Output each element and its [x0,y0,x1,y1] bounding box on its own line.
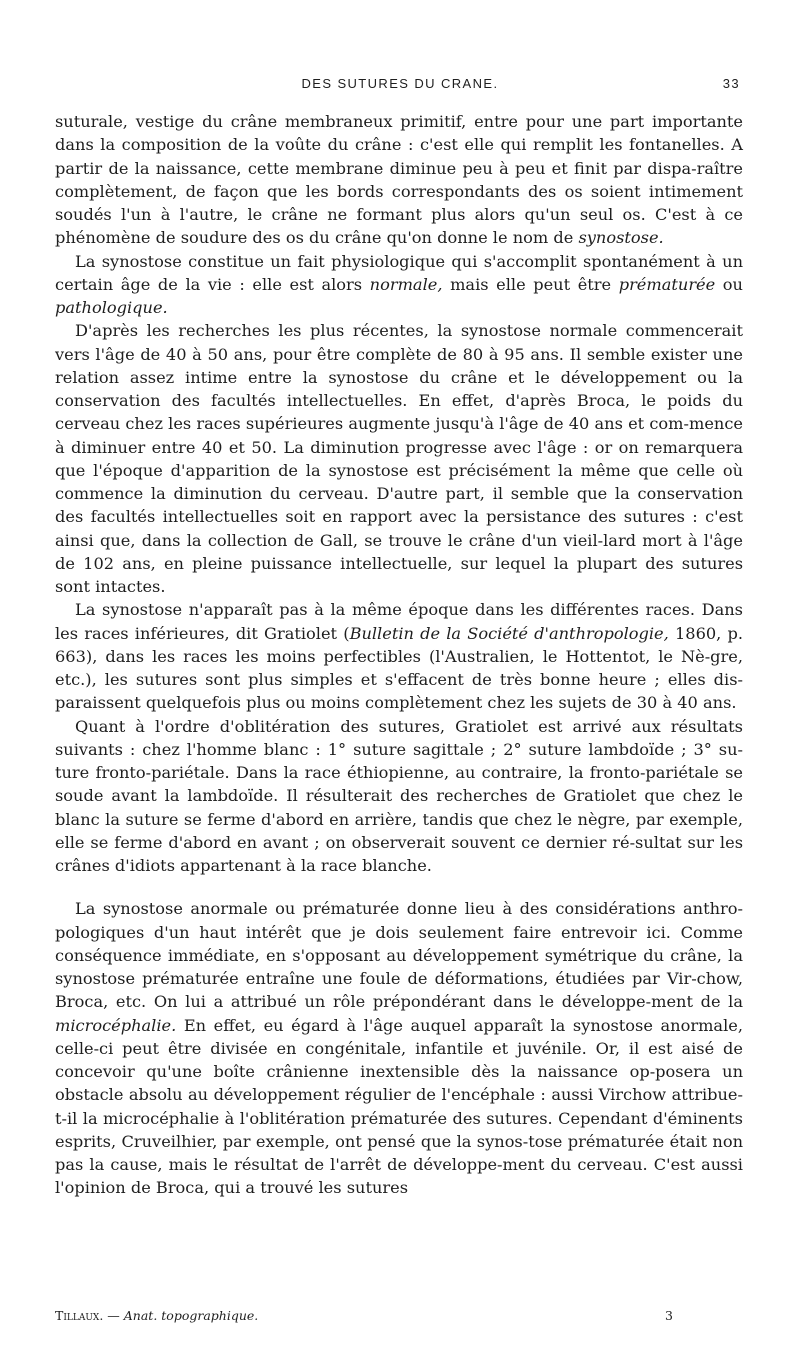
paragraph: La synostose anormale ou prématurée donne lieu à des considérations anthro-pologiques d'un haut intérêt que je dois seulement faire entrevoir ici. Comme conséquence immédiate, en s'opposant au développement symétrique du crâne, la synostose prématurée entraîne une foule de déformations, étudiées par Vir-chow, Broca, etc. On lui a attribué un rôle prépondérant dans le développe-ment de la microcéphalie. En effet, eu égard à l'âge auquel apparaît la synostose anormale, celle-ci peut être divisée en congénitale, infantile et juvénile. Or, il est aisé de concevoir qu'une boîte crânienne inextensible dès la naissance op-posera un obstacle absolu au développement régulier de l'encéphale : aussi Virchow attribue-t-il la microcéphalie à l'oblitération prématurée des sutures. Cependant d'éminents esprits, Cruveilhier, par exemple, ont pensé que la synos-tose prématurée était non pas la cause, mais le résultat de l'arrêt de développe-ment du cerveau. C'est aussi l'opinion de Broca, qui a trouvé les sutures [55,899,743,1198]
italic-term: microcéphalie. [55,1015,177,1035]
italic-term: pathologique. [55,298,168,317]
paragraph: Quant à l'ordre d'oblitération des sutures, Gratiolet est arrivé aux résultats suivants : chez l'homme blanc : 1° suture sagittale ; 2° suture lambdoïde ; 3° su-ture fronto-pariétale. Dans la race éthiopienne, au contraire, la fronto-pariétale se soude avant la lambdoïde. Il résulterait des recherches de Gratiolet que chez le blanc la suture se ferme d'abord en arrière, tandis que chez le nègre, par exemple, elle se ferme d'abord en avant ; on observerait souvent ce dernier ré-sultat sur les crânes d'idiots appartenant à la race blanche. [55,716,743,875]
signature-mark: Tillaux. [55,1308,104,1323]
signature-line [55,1308,743,1323]
italic-term: normale, [369,274,443,294]
italic-term: Bulletin de la Société d'anthropologie, [349,623,669,643]
page-number: 33 [722,76,740,91]
book-title: Anat. topographique. [123,1308,259,1323]
paragraph: La synostose n'apparaît pas à la même époque dans les différentes races. Dans les races inférieures, dit Gratiolet (Bulletin de la Société d'anthropologie, 1860, p. 663), dans les races les moins perfectibles (l'Australien, le Hottentot, le Nè-gre, etc.), les sutures sont plus simples et s'effacent de très bonne heure ; elles dis-paraissent quelquefois plus ou moins complètement chez les sujets de 30 à 40 ans. [55,600,743,713]
paragraph: D'après les recherches les plus récentes, la synostose normale commencerait vers l'âge de 40 à 50 ans, pour être complète de 80 à 95 ans. Il semble exister une relation assez intime entre la synostose du crâne et le développement ou la conservation des facultés intellectuelles. En effet, d'après Broca, le poids du cerveau chez les races supérieures augmente jusqu'à l'âge de 40 ans et com-mence à diminuer entre 40 et 50. La diminution progresse avec l'âge : or on remarquera que l'époque d'apparition de la synostose est précisément la même que celle où commence la diminution du cerveau. D'autre part, il semble que la conservation des facultés intellectuelles soit en rapport avec la persistance des sutures : c'est ainsi que, dans la collection de Gall, se trouve le crâne d'un vieil-lard mort à l'âge de 102 ans, en pleine puissance intellectuelle, sur lequel la plupart des sutures sont intactes. [55,321,743,596]
italic-term: synostose. [578,228,664,248]
running-title: DES SUTURES DU CRANE. [301,76,499,91]
paragraph: suturale, vestige du crâne membraneux primitif, entre pour une part importante dans la composition de la voûte du crâne : c'est elle qui remplit les fontanelles. A partir de la naissance, cette membrane diminue peu à peu et finit par dispa-raître complètement, de façon que les bords correspondants des os soient intimement soudés l'un à l'autre, le crâne ne formant plus alors qu'un seul os. C'est à ce phénomène de soudure des os du crâne qu'on donne le nom de synostose. [55,112,743,248]
sheet-number: 3 [665,1308,673,1323]
body-text [55,110,743,1200]
signature-separator: — [107,1308,124,1323]
paragraph: La synostose constitue un fait physiologique qui s'accomplit spontanément à un certain âge de la vie : elle est alors normale, mais elle peut être prématurée ou pathologique. [55,251,743,317]
running-header [60,76,740,96]
italic-term: prématurée [618,274,716,294]
